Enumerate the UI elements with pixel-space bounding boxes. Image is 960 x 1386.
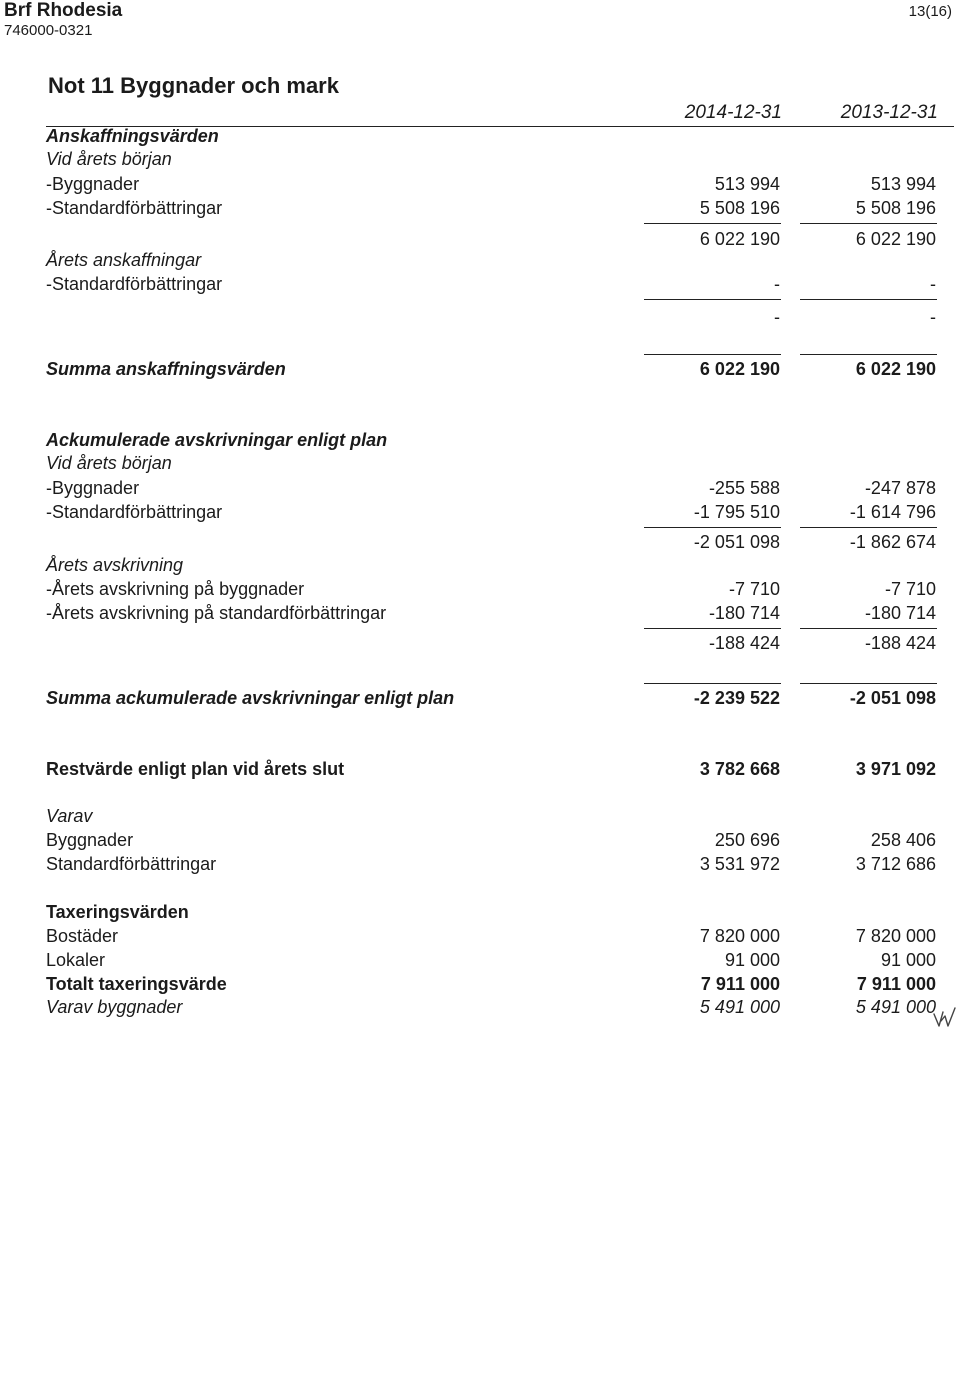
table-row: -Standardförbättringar - - xyxy=(46,274,936,294)
table-row: -Standardförbättringar 5 508 196 5 508 196 xyxy=(46,198,936,218)
sum-underline xyxy=(644,299,781,300)
table-row: Standardförbättringar 3 531 972 3 712 686 xyxy=(46,854,936,874)
total-tax-value-row: Totalt taxeringsvärde 7 911 000 7 911 000 xyxy=(46,974,936,994)
initials-signature-mark xyxy=(930,1004,958,1030)
sum-underline xyxy=(644,628,781,629)
table-row: -Standardförbättringar -1 795 510 -1 614 796 xyxy=(46,502,936,522)
table-row: Lokaler 91 000 91 000 xyxy=(46,950,936,970)
table-row: -Byggnader 513 994 513 994 xyxy=(46,174,936,194)
sum-underline xyxy=(800,527,937,528)
table-row: -Byggnader -255 588 -247 878 xyxy=(46,478,936,498)
sum-underline xyxy=(800,299,937,300)
table-row: -Årets avskrivning på standardförbättringar -180 714 -180 714 xyxy=(46,603,936,623)
note-title: Not 11 Byggnader och mark xyxy=(48,73,339,98)
sum-underline xyxy=(644,527,781,528)
sum-underline xyxy=(644,683,781,684)
page-number: 13(16) xyxy=(908,3,952,20)
table-row: Varav byggnader 5 491 000 5 491 000 xyxy=(46,997,936,1017)
subheading-row: Årets anskaffningar xyxy=(46,250,202,270)
organization-name: Brf Rhodesia xyxy=(4,0,123,21)
sum-underline xyxy=(644,223,781,224)
total-row: Summa anskaffningsvärden 6 022 190 6 022 190 xyxy=(46,359,936,379)
residual-value-row: Restvärde enligt plan vid årets slut 3 782 668 3 971 092 xyxy=(46,759,936,779)
section-heading-depreciation: Ackumulerade avskrivningar enligt plan xyxy=(46,430,388,450)
section-heading-acquisition: Anskaffningsvärden xyxy=(46,126,219,146)
sum-underline xyxy=(800,223,937,224)
table-row: Bostäder 7 820 000 7 820 000 xyxy=(46,926,936,946)
column-header-2013: 2013-12-31 xyxy=(840,102,938,123)
subheading-row: Varav xyxy=(46,806,93,826)
section-heading-tax-values: Taxeringsvärden xyxy=(46,902,189,922)
sum-underline xyxy=(644,354,781,355)
table-row: Byggnader 250 696 258 406 xyxy=(46,830,936,850)
subheading-row: Vid årets början xyxy=(46,149,172,169)
subtotal-row: - - xyxy=(774,307,936,327)
column-header-2014: 2014-12-31 xyxy=(684,102,782,123)
subtotal-row: 6 022 190 6 022 190 xyxy=(699,229,936,249)
subheading-row: Årets avskrivning xyxy=(46,555,184,575)
subheading-row: Vid årets början xyxy=(46,453,172,473)
subtotal-row: -188 424 -188 424 xyxy=(708,633,936,653)
sum-underline xyxy=(800,683,937,684)
sum-underline xyxy=(800,628,937,629)
table-row: -Årets avskrivning på byggnader -7 710 -7 710 xyxy=(46,579,936,599)
subtotal-row: -2 051 098 -1 862 674 xyxy=(693,532,936,552)
sum-underline xyxy=(800,354,937,355)
organization-number: 746000-0321 xyxy=(4,22,93,39)
total-row: Summa ackumulerade avskrivningar enligt plan -2 239 522 -2 051 098 xyxy=(46,688,936,708)
